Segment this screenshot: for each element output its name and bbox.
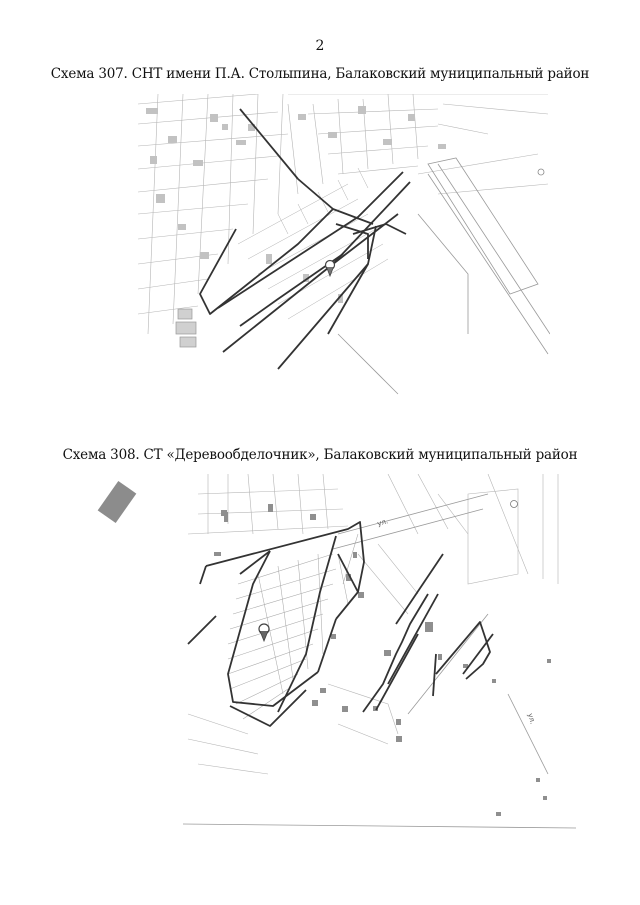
map-marker-icon — [326, 261, 335, 277]
large-building-shape — [98, 481, 137, 523]
scheme-308-caption: Схема 308. СТ «Деревообделочник», Балаковский муниципальный район — [62, 447, 578, 463]
scheme-307-map — [138, 94, 550, 424]
scheme-308-map-drawing — [88, 474, 576, 836]
scheme-307-caption: Схема 307. СНТ имени П.А. Столыпина, Балаковский муниципальный район — [50, 66, 590, 82]
scheme-308-map — [88, 474, 576, 836]
page-number: 2 — [315, 38, 325, 54]
street-label: ул. — [526, 712, 537, 725]
street-label: ул. — [376, 517, 389, 528]
scheme-307-map-drawing — [138, 94, 550, 424]
map-marker-icon — [259, 624, 269, 641]
